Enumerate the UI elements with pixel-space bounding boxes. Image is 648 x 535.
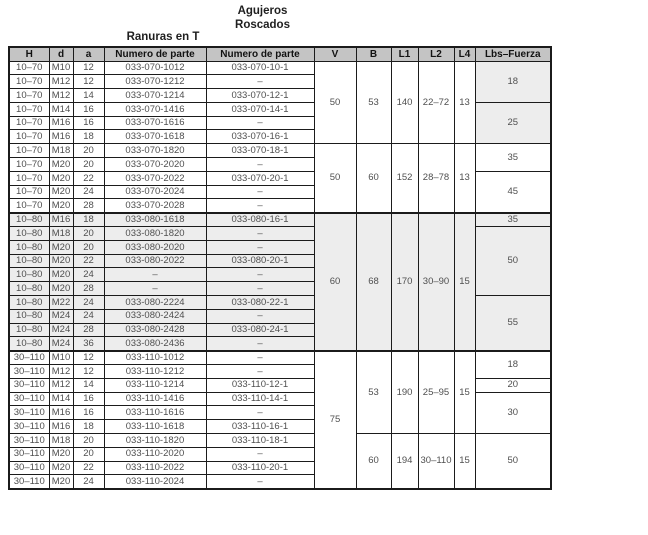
cell-part-threaded: 033-110-18-1 (206, 434, 314, 448)
cell-h: 10–70 (9, 89, 49, 103)
cell-d: M16 (49, 130, 73, 144)
cell-lbs-fuerza: 45 (475, 171, 551, 212)
cell-lbs-fuerza: 55 (475, 296, 551, 351)
cell-l4: 15 (454, 213, 475, 351)
cell-a: 22 (73, 254, 104, 268)
cell-h: 10–80 (9, 213, 49, 227)
cell-part-threaded: 033-110-12-1 (206, 378, 314, 392)
cell-part-threaded: – (206, 282, 314, 296)
table-row (9, 213, 551, 227)
cell-d: M18 (49, 144, 73, 158)
cell-part-threaded: – (206, 365, 314, 379)
col-header-v: V (314, 47, 356, 61)
cell-part-threaded: 033-070-10-1 (206, 61, 314, 75)
cell-h: 10–70 (9, 158, 49, 172)
cell-l2: 25–95 (418, 351, 454, 434)
cell-h: 10–70 (9, 75, 49, 89)
cell-part-tslot: 033-110-1820 (104, 434, 206, 448)
cell-h: 30–110 (9, 475, 49, 489)
cell-part-tslot: 033-070-2022 (104, 171, 206, 185)
cell-part-tslot: 033-110-1212 (104, 365, 206, 379)
table-row (9, 434, 551, 448)
cell-h: 30–110 (9, 447, 49, 461)
cell-l2: 22–72 (418, 61, 454, 144)
cell-lbs-fuerza: 50 (475, 227, 551, 296)
cell-l4: 15 (454, 434, 475, 489)
cell-part-threaded: 033-070-16-1 (206, 130, 314, 144)
cell-part-threaded: 033-080-16-1 (206, 213, 314, 227)
cell-a: 14 (73, 378, 104, 392)
cell-a: 22 (73, 461, 104, 475)
cell-a: 24 (73, 185, 104, 199)
cell-part-threaded: 033-080-20-1 (206, 254, 314, 268)
cell-part-threaded: – (206, 227, 314, 241)
cell-d: M24 (49, 323, 73, 337)
cell-part-tslot: 033-070-1416 (104, 102, 206, 116)
cell-d: M12 (49, 378, 73, 392)
cell-a: 20 (73, 144, 104, 158)
cell-h: 10–70 (9, 102, 49, 116)
parts-spec-table (8, 46, 552, 490)
cell-a: 12 (73, 61, 104, 75)
cell-part-tslot: 033-070-2020 (104, 158, 206, 172)
cell-h: 30–110 (9, 365, 49, 379)
cell-part-tslot: 033-110-2024 (104, 475, 206, 489)
cell-part-tslot: 033-080-1618 (104, 213, 206, 227)
cell-d: M16 (49, 116, 73, 130)
cell-d: M16 (49, 213, 73, 227)
cell-h: 10–70 (9, 61, 49, 75)
cell-part-tslot: 033-070-1212 (104, 75, 206, 89)
cell-part-threaded: 033-110-16-1 (206, 420, 314, 434)
cell-part-threaded: 033-070-20-1 (206, 171, 314, 185)
cell-d: M10 (49, 61, 73, 75)
cell-part-tslot: 033-080-2436 (104, 337, 206, 351)
cell-h: 10–80 (9, 282, 49, 296)
cell-b: 68 (356, 213, 391, 351)
cell-part-threaded: – (206, 337, 314, 351)
cell-a: 16 (73, 116, 104, 130)
cell-part-threaded: – (206, 75, 314, 89)
cell-a: 20 (73, 240, 104, 254)
cell-h: 10–70 (9, 199, 49, 213)
cell-v: 60 (314, 213, 356, 351)
cell-part-threaded: – (206, 475, 314, 489)
cell-part-tslot: 033-070-2028 (104, 199, 206, 213)
cell-b: 60 (356, 434, 391, 489)
cell-d: M24 (49, 309, 73, 323)
cell-h: 30–110 (9, 351, 49, 365)
cell-part-threaded: 033-080-22-1 (206, 296, 314, 310)
cell-part-tslot: – (104, 282, 206, 296)
cell-a: 24 (73, 309, 104, 323)
cell-lbs-fuerza: 18 (475, 351, 551, 379)
cell-a: 18 (73, 130, 104, 144)
cell-a: 16 (73, 102, 104, 116)
cell-h: 10–80 (9, 268, 49, 282)
table-row (9, 144, 551, 158)
cell-part-threaded: – (206, 406, 314, 420)
cell-part-tslot: 033-110-2022 (104, 461, 206, 475)
cell-part-threaded: 033-080-24-1 (206, 323, 314, 337)
cell-h: 30–110 (9, 420, 49, 434)
cell-part-tslot: 033-110-1012 (104, 351, 206, 365)
cell-d: M20 (49, 282, 73, 296)
cell-a: 28 (73, 323, 104, 337)
cell-part-tslot: 033-110-2020 (104, 447, 206, 461)
cell-part-tslot: 033-080-1820 (104, 227, 206, 241)
cell-l2: 30–90 (418, 213, 454, 351)
cell-part-tslot: 033-110-1214 (104, 378, 206, 392)
threaded-holes-title-line2: Roscados (235, 19, 290, 31)
cell-a: 18 (73, 420, 104, 434)
cell-d: M18 (49, 227, 73, 241)
cell-d: M20 (49, 268, 73, 282)
cell-part-tslot: 033-070-1616 (104, 116, 206, 130)
col-header-b: B (356, 47, 391, 61)
col-header-d: d (49, 47, 73, 61)
cell-part-threaded: – (206, 268, 314, 282)
cell-l4: 15 (454, 351, 475, 434)
cell-h: 10–70 (9, 144, 49, 158)
cell-part-tslot: 033-070-1820 (104, 144, 206, 158)
cell-h: 10–70 (9, 185, 49, 199)
cell-a: 18 (73, 213, 104, 227)
cell-part-threaded: 033-070-18-1 (206, 144, 314, 158)
cell-lbs-fuerza: 35 (475, 213, 551, 227)
cell-l1: 170 (391, 213, 418, 351)
cell-part-tslot: 033-070-1012 (104, 61, 206, 75)
cell-d: M20 (49, 254, 73, 268)
cell-h: 10–80 (9, 254, 49, 268)
cell-a: 24 (73, 475, 104, 489)
cell-h: 10–80 (9, 323, 49, 337)
cell-d: M20 (49, 475, 73, 489)
col-header-part-threaded: Numero de parte (206, 47, 314, 61)
cell-d: M18 (49, 434, 73, 448)
cell-part-tslot: 033-080-2022 (104, 254, 206, 268)
cell-a: 20 (73, 447, 104, 461)
cell-part-tslot: 033-080-2424 (104, 309, 206, 323)
threaded-holes-title-line1: Agujeros (237, 5, 288, 17)
cell-a: 24 (73, 296, 104, 310)
cell-d: M20 (49, 171, 73, 185)
cell-a: 24 (73, 268, 104, 282)
cell-h: 10–80 (9, 240, 49, 254)
cell-d: M20 (49, 199, 73, 213)
cell-a: 20 (73, 434, 104, 448)
cell-part-threaded: 033-070-14-1 (206, 102, 314, 116)
cell-b: 53 (356, 61, 391, 144)
cell-h: 30–110 (9, 461, 49, 475)
cell-a: 14 (73, 89, 104, 103)
cell-part-tslot: 033-070-2024 (104, 185, 206, 199)
threaded-holes-title (205, 4, 320, 32)
cell-part-threaded: – (206, 240, 314, 254)
cell-a: 28 (73, 199, 104, 213)
cell-lbs-fuerza: 35 (475, 144, 551, 172)
cell-lbs-fuerza: 50 (475, 434, 551, 489)
cell-d: M14 (49, 392, 73, 406)
cell-h: 30–110 (9, 378, 49, 392)
col-header-l1: L1 (391, 47, 418, 61)
cell-l4: 13 (454, 144, 475, 213)
cell-d: M16 (49, 406, 73, 420)
cell-part-threaded: – (206, 447, 314, 461)
cell-part-threaded: – (206, 351, 314, 365)
cell-part-tslot: 033-080-2224 (104, 296, 206, 310)
cell-part-threaded: – (206, 116, 314, 130)
cell-h: 10–70 (9, 130, 49, 144)
cell-l1: 140 (391, 61, 418, 144)
col-header-l4: L4 (454, 47, 475, 61)
cell-d: M12 (49, 365, 73, 379)
cell-h: 10–80 (9, 227, 49, 241)
cell-part-tslot: 033-110-1416 (104, 392, 206, 406)
cell-lbs-fuerza: 30 (475, 392, 551, 433)
cell-lbs-fuerza: 25 (475, 102, 551, 143)
cell-d: M20 (49, 240, 73, 254)
cell-l1: 194 (391, 434, 418, 489)
cell-d: M20 (49, 158, 73, 172)
cell-l2: 30–110 (418, 434, 454, 489)
cell-part-threaded: – (206, 199, 314, 213)
table-row (9, 61, 551, 75)
cell-l4: 13 (454, 61, 475, 144)
t-slot-title: Ranuras en T (126, 31, 200, 43)
cell-l1: 152 (391, 144, 418, 213)
cell-l1: 190 (391, 351, 418, 434)
col-header-part-tslot: Numero de parte (104, 47, 206, 61)
cell-part-threaded: – (206, 309, 314, 323)
col-header-a: a (73, 47, 104, 61)
cell-h: 10–80 (9, 309, 49, 323)
cell-b: 60 (356, 144, 391, 213)
cell-d: M20 (49, 185, 73, 199)
table-row (9, 351, 551, 365)
col-header-l2: L2 (418, 47, 454, 61)
cell-d: M10 (49, 351, 73, 365)
cell-a: 16 (73, 392, 104, 406)
cell-d: M20 (49, 461, 73, 475)
cell-a: 12 (73, 351, 104, 365)
cell-l2: 28–78 (418, 144, 454, 213)
cell-v: 50 (314, 144, 356, 213)
cell-d: M12 (49, 75, 73, 89)
cell-a: 20 (73, 158, 104, 172)
cell-a: 12 (73, 75, 104, 89)
cell-a: 22 (73, 171, 104, 185)
cell-h: 30–110 (9, 392, 49, 406)
table-header (9, 47, 551, 61)
cell-d: M20 (49, 447, 73, 461)
cell-b: 53 (356, 351, 391, 434)
cell-part-threaded: – (206, 185, 314, 199)
col-header-h: H (9, 47, 49, 61)
cell-part-threaded: 033-110-14-1 (206, 392, 314, 406)
cell-d: M12 (49, 89, 73, 103)
cell-d: M22 (49, 296, 73, 310)
cell-d: M16 (49, 420, 73, 434)
cell-part-tslot: 033-080-2020 (104, 240, 206, 254)
cell-v: 75 (314, 351, 356, 489)
cell-a: 16 (73, 406, 104, 420)
cell-a: 12 (73, 365, 104, 379)
cell-a: 28 (73, 282, 104, 296)
cell-lbs-fuerza: 18 (475, 61, 551, 102)
header-row (9, 47, 551, 61)
cell-part-tslot: – (104, 268, 206, 282)
col-header-lbs-fuerza: Lbs–Fuerza (475, 47, 551, 61)
cell-a: 36 (73, 337, 104, 351)
cell-h: 30–110 (9, 406, 49, 420)
cell-a: 20 (73, 227, 104, 241)
cell-h: 10–80 (9, 337, 49, 351)
cell-h: 10–80 (9, 296, 49, 310)
cell-lbs-fuerza: 20 (475, 378, 551, 392)
cell-part-threaded: – (206, 158, 314, 172)
cell-part-tslot: 033-070-1214 (104, 89, 206, 103)
cell-v: 50 (314, 61, 356, 144)
cell-part-tslot: 033-110-1618 (104, 420, 206, 434)
cell-part-threaded: 033-110-20-1 (206, 461, 314, 475)
cell-part-tslot: 033-110-1616 (104, 406, 206, 420)
cell-part-tslot: 033-070-1618 (104, 130, 206, 144)
cell-d: M24 (49, 337, 73, 351)
cell-d: M14 (49, 102, 73, 116)
table-body (9, 61, 551, 489)
cell-h: 30–110 (9, 434, 49, 448)
cell-h: 10–70 (9, 116, 49, 130)
cell-part-tslot: 033-080-2428 (104, 323, 206, 337)
cell-part-threaded: 033-070-12-1 (206, 89, 314, 103)
cell-h: 10–70 (9, 171, 49, 185)
